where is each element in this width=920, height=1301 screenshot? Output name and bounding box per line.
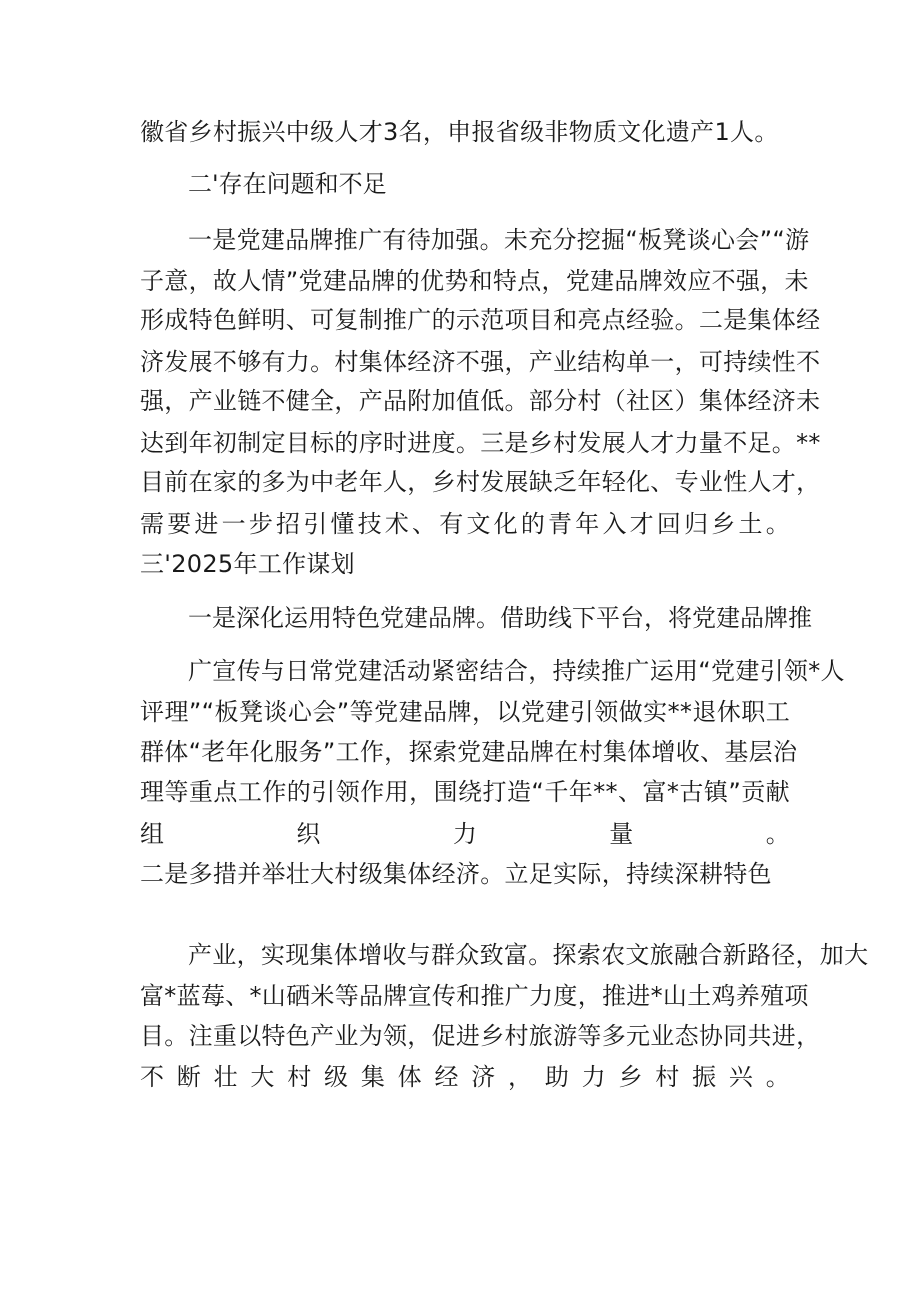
paragraph-line: 产业，实现集体增收与群众致富。探索农文旅融合新路径，加大 xyxy=(188,941,869,969)
paragraph-line: 不断壮大村级集体经济，助力乡村振兴。 xyxy=(140,1063,790,1091)
paragraph-line: 一是党建品牌推广有待加强。未充分挖掘“板凳谈心会”“游 xyxy=(188,226,810,254)
paragraph-line: 组织力量。 xyxy=(140,820,790,848)
paragraph-line: 子意，故人情”党建品牌的优势和特点，党建品牌效应不强，未 xyxy=(140,267,809,295)
section-heading-problems: 二'存在问题和不足 xyxy=(188,170,387,198)
paragraph-line: 济发展不够有力。村集体经济不强，产业结构单一，可持续性不 xyxy=(140,348,821,376)
paragraph-line: 目。注重以特色产业为领，促进乡村旅游等多元业态协同共进， xyxy=(140,1022,821,1050)
paragraph-line: 形成特色鲜明、可复制推广的示范项目和亮点经验。二是集体经 xyxy=(140,306,821,334)
paragraph-line: 群体“老年化服务”工作，探索党建品牌在村集体增收、基层治 xyxy=(140,738,798,766)
paragraph-line: 评理”“板凳谈心会”等党建品牌，以党建引领做实**退休职工 xyxy=(140,698,790,726)
paragraph-line: 富*蓝莓、*山硒米等品牌宣传和推广力度，推进*山土鸡养殖项 xyxy=(140,982,809,1010)
paragraph-line: 二是多措并举壮大村级集体经济。立足实际，持续深耕特色 xyxy=(140,860,772,888)
paragraph-line: 广宣传与日常党建活动紧密结合，持续推广运用“党建引领*人 xyxy=(188,657,845,685)
section-heading-plan: 一是深化运用特色党建品牌。借助线下平台，将党建品牌推 xyxy=(188,604,812,632)
paragraph-line: 目前在家的多为中老年人，乡村发展缺乏年轻化、专业性人才， xyxy=(140,468,821,496)
paragraph-line: 三'2025年工作谋划 xyxy=(140,550,355,578)
paragraph-line: 理等重点工作的引领作用，围绕打造“千年**、富*古镇”贡献 xyxy=(140,778,790,806)
paragraph-line: 需要进一步招引懂技术、有文化的青年入才回归乡土。 xyxy=(140,510,790,538)
paragraph-line: 强，产业链不健全，产品附加值低。部分村（社区）集体经济未 xyxy=(140,387,821,415)
paragraph-line: 徽省乡村振兴中级人才3名，申报省级非物质文化遗产1人。 xyxy=(140,118,779,146)
paragraph-line: 达到年初制定目标的序时进度。三是乡村发展人才力量不足。** xyxy=(140,429,821,457)
